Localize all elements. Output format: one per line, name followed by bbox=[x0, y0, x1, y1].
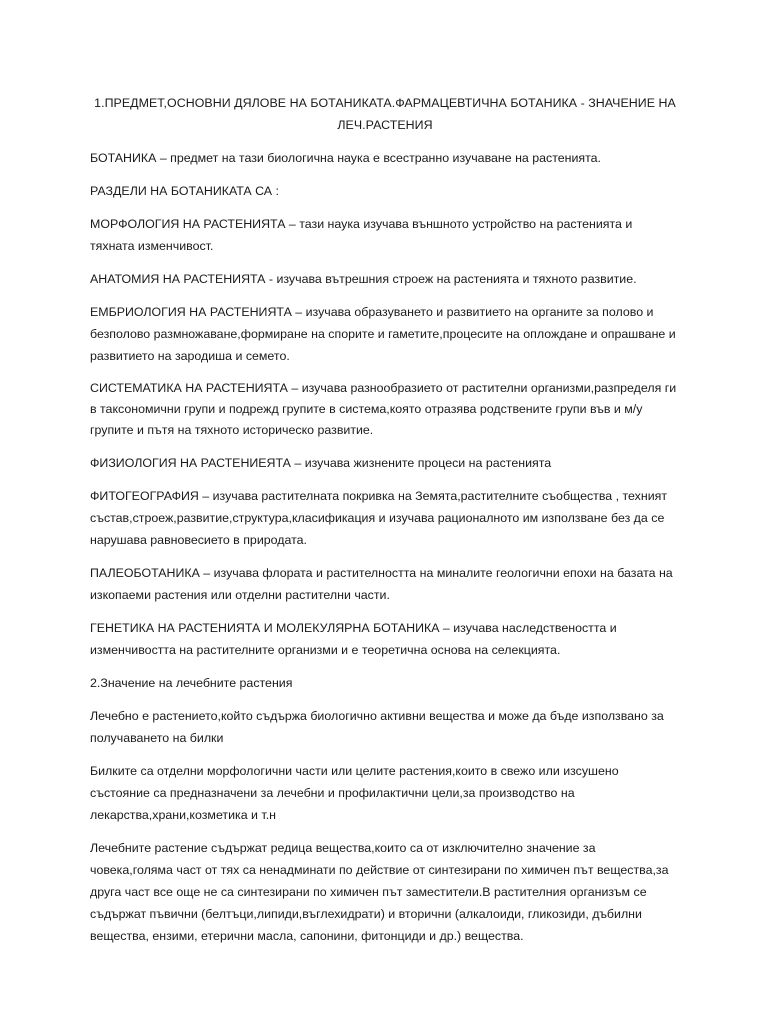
paragraph-paleobotany: ПАЛЕОБОТАНИКА – изучава флората и растителността на миналите геологични епохи на базата на изкопаеми растения или отделни растителни части. bbox=[90, 566, 673, 602]
paragraph-substances: Лечебните растение съдържат редица вещества,които са от изключително значение за човека,голяма част от тях са ненадминати по действие от синтезирани по химичен път вещества,за друга част все още не са синтезирани по химичен път заместители.В растителния организъм се съдържат пъвични (белтъци,липиди,въглехидрати) и вторични (алкалоиди, гликозиди, дъбилни вещества, ензими, етерични масла, сапонини, фитонциди и др.) вещества. bbox=[90, 841, 669, 943]
paragraph-anatomy: АНАТОМИЯ НА РАСТЕНИЯТА - изучава вътрешния строеж на растенията и тяхното развитие. bbox=[90, 272, 637, 286]
paragraph-phytogeography: ФИТОГЕОГРАФИЯ – изучава растителната покривка на Земята,растителните съобщества , техният състав,строеж,развитие,структура,класификация и изучава рационалното им използване без да се нарушава равновесието в природата. bbox=[90, 489, 668, 547]
paragraph-botany-definition: БОТАНИКА – предмет на тази биологична наука е всестранно изучаване на растенията. bbox=[90, 151, 601, 165]
paragraph-herbs: Билките са отделни морфологични части или целите растения,които в свежо или изсушено състояние са предназначени за лечебни и профилактични цели,за производство на лекарства,храни,козметика и т.н bbox=[90, 764, 619, 822]
paragraph-sections-heading: РАЗДЕЛИ НА БОТАНИКАТА СА : bbox=[90, 184, 279, 198]
paragraph-physiology: ФИЗИОЛОГИЯ НА РАСТЕНИЕЯТА – изучава жизнените процеси на растенията bbox=[90, 456, 552, 470]
paragraph-embryology: ЕМБРИОЛОГИЯ НА РАСТЕНИЯТА – изучава образуването и развитието на органите за полово и безполово размножаване,формиране на спорите и гаметите,процесите на оплождане и опрашване и развитието на зародиша и семето. bbox=[90, 305, 676, 363]
paragraph-genetics: ГЕНЕТИКА НА РАСТЕНИЯТА И МОЛЕКУЛЯРНА БОТАНИКА – изучава наследствеността и изменчивостта на растителните организми и е теоретична основа на селекцията. bbox=[90, 621, 617, 657]
section-heading-medicinal-plants: 2.Значение на лечебните растения bbox=[90, 676, 293, 690]
paragraph-systematics: СИСТЕМАТИКА НА РАСТЕНИЯТА – изучава разнообразието от растителни организми,разпределя ги в таксономични групи и подрежд групите в система,която отразява родствените групи във и м/у групите и пътя на тяхното историческо развитие. bbox=[90, 381, 677, 437]
paragraph-morphology: МОРФОЛОГИЯ НА РАСТЕНИЯТА – тази наука изучава външното устройство на растенията и тяхната изменчивост. bbox=[90, 217, 633, 253]
document-title: 1.ПРЕДМЕТ,ОСНОВНИ ДЯЛОВЕ НА БОТАНИКАТА.ФАРМАЦЕВТИЧНА БОТАНИКА - ЗНАЧЕНИЕ НА ЛЕЧ.РАСТЕНИЯ bbox=[94, 96, 676, 132]
document-page bbox=[90, 92, 680, 958]
paragraph-medicinal-plant-definition: Лечебно е растението,който съдържа биологично активни вещества и може да бъде използвано за получаването на билки bbox=[90, 709, 664, 745]
